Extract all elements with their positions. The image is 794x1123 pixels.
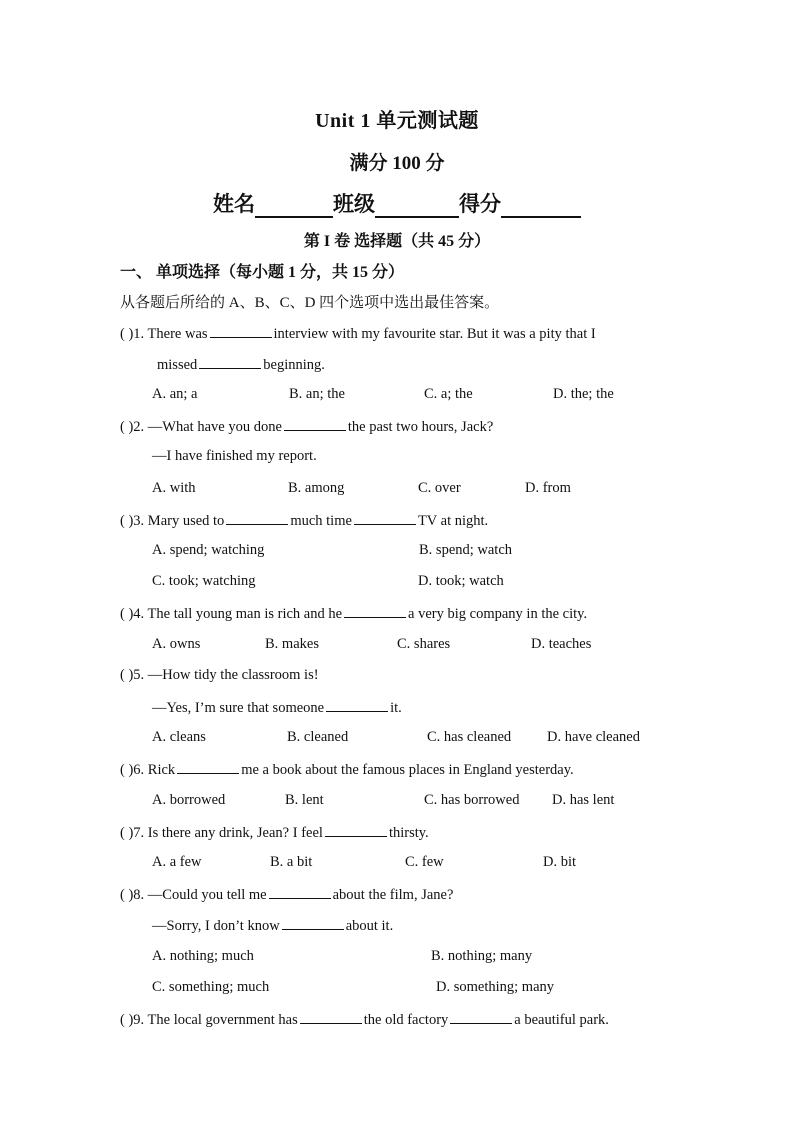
question-number: ( )5. (120, 667, 145, 683)
option-b[interactable]: B. among (288, 480, 345, 496)
name-label: 姓名 (213, 192, 255, 216)
answer-blank[interactable] (326, 696, 388, 712)
option-d[interactable]: D. have cleaned (547, 729, 640, 745)
question-number: ( )6. (120, 762, 145, 778)
option-d[interactable]: D. from (525, 480, 571, 496)
question-stem: ( )3. Mary used to much time TV at night. (120, 509, 488, 529)
full-score: 满分 100 分 (349, 153, 445, 174)
option-c[interactable]: C. a; the (424, 386, 473, 402)
question-number: ( )7. (120, 825, 145, 841)
part-heading: 一、 单项选择（每小题 1 分，共 15 分） (120, 264, 405, 281)
question-stem: ( )7. Is there any drink, Jean? I feel thirsty. (120, 821, 429, 841)
option-c[interactable]: C. has borrowed (424, 792, 520, 808)
option-a[interactable]: A. cleans (152, 729, 206, 745)
option-a[interactable]: A. borrowed (152, 792, 226, 808)
answer-blank[interactable] (300, 1008, 362, 1024)
name-blank[interactable] (255, 194, 333, 218)
question-number: ( )3. (120, 513, 145, 529)
question-stem: ( )2. —What have you done the past two hours, Jack? (120, 415, 493, 435)
option-d[interactable]: D. teaches (531, 636, 592, 652)
question-stem-cont: missed beginning. (157, 353, 325, 373)
answer-blank[interactable] (325, 821, 387, 837)
option-d[interactable]: D. took; watch (418, 573, 504, 589)
option-b[interactable]: B. spend; watch (419, 542, 513, 558)
option-a[interactable]: A. nothing; much (152, 948, 254, 964)
option-d[interactable]: D. bit (543, 854, 577, 870)
question-stem: ( )4. The tall young man is rich and he a very big company in the city. (120, 602, 587, 622)
question-number: ( )1. (120, 326, 145, 342)
class-label: 班级 (333, 192, 375, 216)
option-b[interactable]: B. cleaned (287, 729, 349, 745)
answer-blank[interactable] (344, 602, 406, 618)
option-a[interactable]: A. a few (152, 854, 202, 870)
option-c[interactable]: C. shares (397, 636, 451, 652)
question-number: ( )8. (120, 887, 145, 903)
part-instruction: 从各题后所给的 A、B、C、D 四个选项中选出最佳答案。 (120, 295, 500, 311)
option-b[interactable]: B. nothing; many (431, 948, 533, 964)
answer-blank[interactable] (177, 758, 239, 774)
question-stem-cont: —Yes, I’m sure that someone it. (152, 696, 402, 716)
answer-blank[interactable] (226, 509, 288, 525)
option-d[interactable]: D. has lent (552, 792, 615, 808)
option-a[interactable]: A. owns (152, 636, 201, 652)
question-stem: ( )6. Rick me a book about the famous places in England yesterday. (120, 758, 574, 778)
option-a[interactable]: A. spend; watching (152, 542, 265, 558)
answer-blank[interactable] (199, 353, 261, 369)
question-number: ( )2. (120, 419, 145, 435)
answer-blank[interactable] (269, 883, 331, 899)
option-c[interactable]: C. few (405, 854, 444, 870)
question-stem: ( )1. There was interview with my favourite star. But it was a pity that I (120, 322, 596, 342)
question-stem-cont: —Sorry, I don’t know about it. (152, 914, 393, 934)
question-stem-cont: —I have finished my report. (152, 448, 317, 464)
option-d[interactable]: D. the; the (553, 386, 614, 402)
answer-blank[interactable] (284, 415, 346, 431)
answer-blank[interactable] (282, 914, 344, 930)
option-a[interactable]: A. an; a (152, 386, 198, 402)
option-c[interactable]: C. over (418, 480, 461, 496)
score-blank[interactable] (501, 194, 581, 218)
option-c[interactable]: C. has cleaned (427, 729, 512, 745)
question-stem: ( )9. The local government has the old factory a beautiful park. (120, 1008, 609, 1028)
student-info-line (0, 188, 794, 218)
answer-blank[interactable] (450, 1008, 512, 1024)
question-stem: ( )8. —Could you tell me about the film, Jane? (120, 883, 453, 903)
answer-blank[interactable] (354, 509, 416, 525)
page-title: Unit 1 单元测试题 (315, 110, 479, 132)
question-number: ( )9. (120, 1012, 145, 1028)
section-title: 第 I 卷 选择题（共 45 分） (303, 233, 491, 250)
question-stem: ( )5. —How tidy the classroom is! (120, 667, 319, 683)
question-number: ( )4. (120, 606, 145, 622)
option-c[interactable]: C. something; much (152, 979, 270, 995)
option-b[interactable]: B. an; the (289, 386, 345, 402)
option-b[interactable]: B. makes (265, 636, 319, 652)
option-d[interactable]: D. something; many (436, 979, 555, 995)
answer-blank[interactable] (210, 322, 272, 338)
option-b[interactable]: B. lent (285, 792, 324, 808)
class-blank[interactable] (375, 194, 459, 218)
score-label: 得分 (459, 192, 501, 216)
option-b[interactable]: B. a bit (270, 854, 313, 870)
option-c[interactable]: C. took; watching (152, 573, 256, 589)
option-a[interactable]: A. with (152, 480, 196, 496)
